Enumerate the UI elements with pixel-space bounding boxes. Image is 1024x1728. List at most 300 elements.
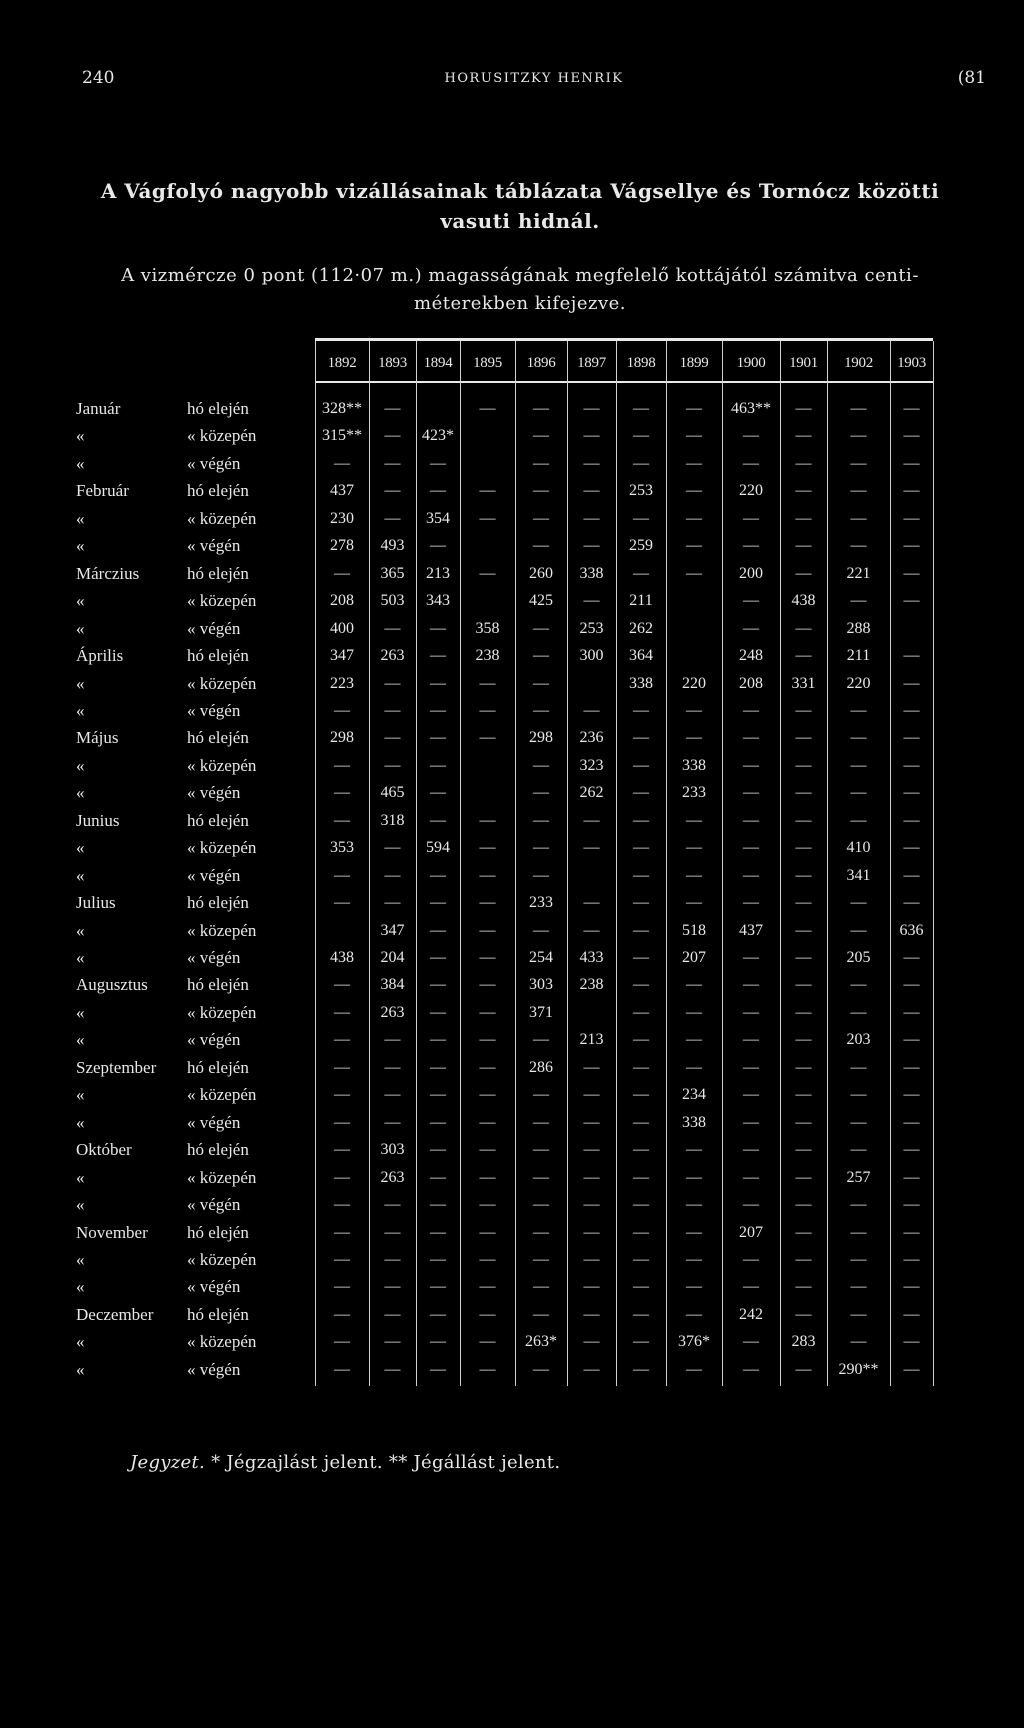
table-title: A Vágfolyó nagyobb vizállásainak táblázata Vágsellye és Tornócz közötti vasuti hidnál. (100, 179, 940, 233)
table-cell: — (334, 866, 350, 884)
row-label (72, 1109, 312, 1136)
month-name: « (76, 1332, 85, 1352)
period-label: hó elején (187, 563, 249, 583)
table-cell: — (583, 1196, 600, 1214)
table-cell: — (686, 1223, 702, 1241)
row-label (72, 1191, 312, 1218)
row-label (72, 971, 312, 998)
table-cell: 253 (629, 482, 653, 500)
table-cell: — (334, 1141, 350, 1159)
table-cell: — (583, 1223, 600, 1241)
month-name: Április (76, 646, 124, 666)
table-cell: 364 (629, 647, 653, 665)
table-cell: — (743, 811, 759, 829)
month-name: « (76, 838, 85, 858)
period-label: « közepén (187, 508, 257, 528)
table-cell: — (850, 427, 867, 445)
period-label: hó elején (187, 893, 249, 913)
table-cell (567, 862, 616, 889)
footnote-label: Jegyzet. (130, 1452, 206, 1473)
table-cell: — (430, 894, 446, 912)
table-cell: — (430, 811, 446, 829)
table-cell: 358 (475, 619, 500, 637)
table-cell: — (430, 1333, 446, 1351)
row-label (72, 422, 312, 449)
table-cell: 371 (529, 1003, 553, 1021)
table-cell: 400 (330, 619, 354, 637)
table-cell: — (430, 921, 446, 939)
table-cell: — (633, 454, 649, 472)
table-cell: — (430, 1196, 446, 1214)
table-cell: — (479, 564, 496, 582)
month-name: « (76, 1085, 85, 1105)
year-header: 1896 (526, 355, 556, 371)
year-header: 1902 (844, 355, 873, 371)
table-cell: — (633, 1058, 649, 1076)
table-cell: 354 (426, 509, 450, 527)
table-cell: 263 (380, 1003, 405, 1021)
table-cell: — (430, 1360, 446, 1378)
table-cell: — (583, 1250, 600, 1268)
month-name: « (76, 700, 85, 720)
table-cell: — (903, 1003, 920, 1021)
row-label (72, 505, 312, 532)
table-cell: — (686, 1360, 702, 1378)
table-cell: — (743, 784, 759, 802)
table-cell: — (743, 537, 759, 555)
row-label (72, 1136, 312, 1163)
table-cell: — (533, 921, 549, 939)
table-cell: 253 (579, 619, 604, 637)
period-label: « végén (187, 948, 241, 967)
table-cell: — (633, 839, 649, 857)
row-label (72, 587, 312, 614)
table-cell: — (384, 400, 401, 417)
table-cell: — (384, 756, 401, 774)
row-label (72, 944, 312, 971)
table-cell: — (583, 509, 600, 527)
table-cell: — (795, 949, 812, 966)
table-cell: — (743, 1360, 759, 1378)
period-label: « végén (187, 618, 241, 638)
month-name: « (76, 783, 85, 803)
table-cell: 288 (846, 619, 871, 637)
table-cell: — (903, 756, 920, 774)
table-cell: 238 (475, 647, 500, 665)
table-cell: — (795, 811, 812, 829)
table-cell: — (334, 811, 350, 829)
table-cell: — (850, 400, 867, 417)
table-cell: — (384, 1196, 401, 1214)
table-cell: 248 (739, 647, 763, 665)
table-cell (460, 752, 515, 779)
table-cell (416, 395, 460, 422)
year-header: 1901 (789, 355, 818, 371)
table-cell: 338 (682, 756, 706, 774)
table-cell: 213 (426, 564, 450, 582)
table-cell: — (743, 1141, 759, 1159)
table-cell: — (903, 701, 920, 719)
water-level-table (72, 338, 952, 1728)
table-cell: — (795, 1360, 812, 1378)
table-cell: — (533, 619, 549, 637)
table-cell: — (479, 1250, 496, 1268)
row-label (72, 532, 312, 559)
table-cell: — (903, 1333, 920, 1351)
table-cell: 263* (525, 1333, 557, 1351)
table-cell (666, 615, 722, 642)
month-name: « (76, 1249, 85, 1269)
table-cell: 220 (682, 674, 706, 692)
table-cell: — (903, 811, 920, 829)
table-cell: 425 (529, 592, 553, 610)
month-name: Május (76, 728, 119, 748)
table-cell: — (479, 811, 496, 829)
row-label (72, 752, 312, 779)
table-cell: — (850, 1141, 867, 1159)
row-label (72, 1081, 312, 1108)
table-cell: — (479, 1278, 496, 1296)
running-header (82, 68, 986, 92)
table-cell: 207 (682, 949, 706, 966)
table-cell: — (334, 1360, 350, 1378)
table-cell: 347 (380, 921, 405, 939)
table-cell: — (743, 509, 759, 527)
table-cell: 438 (330, 949, 354, 966)
table-cell: 300 (579, 647, 604, 665)
table-cell: — (686, 564, 702, 582)
table-cell: 298 (330, 729, 354, 747)
table-cell: — (334, 1086, 350, 1104)
table-cell: — (850, 756, 867, 774)
table-cell: — (384, 701, 401, 719)
table-cell: — (850, 454, 867, 472)
table-cell: — (479, 1141, 496, 1159)
table-cell: — (334, 976, 350, 994)
table-cell: — (743, 1003, 759, 1021)
month-name: « (76, 1195, 85, 1215)
table-cell: — (384, 482, 401, 500)
table-cell: — (533, 1168, 549, 1186)
table-cell: — (479, 894, 496, 912)
table-cell: — (903, 839, 920, 857)
table-cell: — (903, 1250, 920, 1268)
table-cell: — (903, 1058, 920, 1076)
table-cell: — (384, 1360, 401, 1378)
table-cell: — (479, 674, 496, 692)
table-cell: — (743, 894, 759, 912)
period-label: « közepén (187, 1085, 257, 1105)
period-label: hó elején (187, 1304, 249, 1324)
table-cell: — (903, 647, 920, 665)
table-cell: 242 (739, 1305, 763, 1323)
table-cell: — (795, 1113, 812, 1131)
table-cell: — (430, 1223, 446, 1241)
table-cell: 262 (629, 619, 653, 637)
period-label: hó elején (187, 1140, 249, 1160)
table-cell: — (795, 400, 812, 417)
table-cell: — (533, 811, 549, 829)
table-cell: — (903, 866, 920, 884)
table-cell: — (795, 921, 812, 939)
table-cell: — (430, 1086, 446, 1104)
period-label: « közepén (187, 591, 257, 611)
row-label (72, 1356, 312, 1383)
table-cell: — (903, 1223, 920, 1241)
table-cell: 213 (579, 1031, 604, 1049)
table-cell: — (633, 756, 649, 774)
table-cell: 283 (791, 1333, 816, 1351)
table-cell: — (686, 1141, 702, 1159)
table-cell: — (795, 1250, 812, 1268)
table-cell: — (533, 674, 549, 692)
table-cell: 263 (380, 1168, 405, 1186)
table-cell: — (384, 674, 401, 692)
table-cell: — (334, 1196, 350, 1214)
month-name: « (76, 426, 85, 446)
table-cell: — (479, 701, 496, 719)
table-cell (460, 779, 515, 806)
table-cell: — (430, 619, 446, 637)
table-cell: — (686, 894, 702, 912)
table-cell: 211 (629, 592, 653, 610)
table-cell: — (479, 400, 496, 417)
table-cell: — (479, 729, 496, 747)
table-cell: — (850, 894, 867, 912)
table-cell: 221 (846, 564, 871, 582)
period-label: hó elején (187, 399, 249, 418)
table-cell: — (583, 894, 600, 912)
table-cell: — (743, 949, 759, 966)
table-cell: — (633, 729, 649, 747)
table-cell: — (533, 839, 549, 857)
table-cell: — (430, 866, 446, 884)
table-cell: — (384, 509, 401, 527)
table-header-rule (315, 381, 933, 383)
table-cell: — (334, 454, 350, 472)
table-cell: — (533, 427, 549, 445)
table-cell: — (850, 729, 867, 747)
table-cell: — (850, 592, 867, 610)
table-cell: — (633, 1196, 649, 1214)
year-header: 1899 (679, 355, 709, 371)
row-label (72, 697, 312, 724)
table-cell: — (633, 1223, 649, 1241)
table-cell: — (533, 647, 549, 665)
table-cell: — (795, 1196, 812, 1214)
table-cell: — (795, 1223, 812, 1241)
table-cell: — (334, 701, 350, 719)
table-cell: 204 (380, 949, 405, 966)
month-name: Augusztus (76, 975, 148, 995)
table-cell: 318 (380, 811, 405, 829)
table-cell: — (479, 1058, 496, 1076)
table-cell: — (850, 1196, 867, 1214)
table-cell: — (795, 729, 812, 747)
period-label: hó elején (187, 481, 249, 501)
table-cell: — (795, 1305, 812, 1323)
month-name: « (76, 865, 85, 885)
table-cell: 234 (682, 1086, 706, 1104)
period-label: « végén (187, 453, 241, 473)
table-cell: — (686, 1058, 702, 1076)
table-cell: — (583, 482, 600, 500)
table-cell: — (583, 592, 600, 610)
table-cell: 338 (579, 564, 604, 582)
month-name: « (76, 618, 85, 638)
table-cell: — (633, 1305, 649, 1323)
table-cell: — (533, 482, 549, 500)
row-label (72, 642, 312, 669)
period-label: « végén (187, 700, 241, 720)
table-cell: 303 (529, 976, 553, 994)
table-cell: — (795, 1031, 812, 1049)
table-cell: — (795, 839, 812, 857)
table-cell: — (903, 1196, 920, 1214)
table-cell: — (743, 592, 759, 610)
table-cell: — (850, 1333, 867, 1351)
page-reference: (81 (957, 68, 986, 88)
row-label (72, 1246, 312, 1273)
row-label (72, 779, 312, 806)
table-cell: — (686, 1031, 702, 1049)
table-cell: — (795, 1141, 812, 1159)
table-cell: 233 (682, 784, 706, 802)
table-cell: 236 (579, 729, 604, 747)
table-cell: — (479, 1333, 496, 1351)
table-cell: 465 (380, 784, 405, 802)
table-cell: — (686, 1250, 702, 1268)
table-cell: 433 (579, 949, 604, 966)
year-header: 1893 (378, 355, 407, 371)
table-cell: — (903, 1141, 920, 1159)
table-cell: 257 (846, 1168, 871, 1186)
table-cell: — (633, 564, 649, 582)
table-cell: 211 (846, 647, 871, 665)
table-cell: — (633, 427, 649, 445)
table-cell: — (479, 921, 496, 939)
table-cell: — (533, 1031, 549, 1049)
month-name: Február (76, 481, 129, 501)
table-cell: 338 (682, 1113, 706, 1131)
table-cell: — (903, 729, 920, 747)
table-cell: — (743, 1168, 759, 1186)
table-cell: — (384, 839, 401, 857)
table-cell: 238 (579, 976, 604, 994)
row-label (72, 670, 312, 697)
period-label: « végén (187, 1195, 241, 1215)
month-name: « (76, 453, 85, 473)
table-cell (666, 642, 722, 669)
year-header: 1900 (736, 355, 766, 371)
table-cell: — (903, 949, 920, 966)
row-label (72, 560, 312, 587)
table-cell: — (479, 976, 496, 994)
table-cell: — (795, 756, 812, 774)
row-label (72, 917, 312, 944)
month-name: Október (76, 1140, 132, 1160)
table-cell: — (903, 1031, 920, 1049)
table-cell: — (583, 1086, 600, 1104)
table-cell: 463** (731, 400, 771, 417)
table-cell: 207 (739, 1223, 763, 1241)
table-cell: 503 (380, 592, 405, 610)
table-cell: — (686, 454, 702, 472)
table-cell: — (903, 1086, 920, 1104)
table-cell: — (384, 729, 401, 747)
table-cell (460, 450, 515, 477)
table-cell: — (430, 674, 446, 692)
table-cell: — (795, 454, 812, 472)
table-cell: — (430, 701, 446, 719)
month-name: « (76, 1277, 85, 1297)
table-cell: — (795, 1058, 812, 1076)
table-cell: — (903, 784, 920, 802)
period-label: hó elején (187, 728, 249, 748)
table-cell: — (903, 674, 920, 692)
month-name: « (76, 1167, 85, 1187)
table-cell: — (633, 1250, 649, 1268)
table-cell: — (795, 1278, 812, 1296)
table-cell: — (583, 1058, 600, 1076)
month-name: November (76, 1222, 148, 1242)
table-cell: — (795, 537, 812, 555)
row-label (72, 999, 312, 1026)
table-cell: 594 (426, 839, 450, 857)
table-cell: — (479, 1086, 496, 1104)
table-cell: — (903, 1168, 920, 1186)
table-cell: — (743, 619, 759, 637)
table-cell: 410 (846, 839, 871, 857)
table-cell: 518 (682, 921, 706, 939)
table-cell (890, 615, 933, 642)
table-cell: — (633, 976, 649, 994)
period-label: hó elején (187, 810, 249, 830)
table-cell: 259 (629, 537, 653, 555)
table-cell: — (903, 894, 920, 912)
table-cell: — (686, 509, 702, 527)
table-cell: — (850, 701, 867, 719)
table-cell (666, 587, 722, 614)
table-cell: 423* (422, 427, 454, 445)
period-label: « közepén (187, 838, 257, 858)
month-name: Szeptember (76, 1057, 157, 1077)
table-cell: 347 (330, 647, 354, 665)
table-cell: — (633, 784, 649, 802)
table-cell (460, 532, 515, 559)
table-cell: 341 (846, 866, 871, 884)
table-cell: — (430, 1278, 446, 1296)
month-name: Deczember (76, 1304, 154, 1324)
table-cell: — (850, 537, 867, 555)
table-cell (567, 670, 616, 697)
table-cell: — (633, 1333, 649, 1351)
month-name: « (76, 1030, 85, 1050)
period-label: « közepén (187, 1249, 257, 1269)
table-cell: — (384, 1031, 401, 1049)
table-cell: 220 (846, 674, 871, 692)
table-cell: — (583, 1333, 600, 1351)
row-label (72, 450, 312, 477)
table-cell: 338 (629, 674, 653, 692)
table-cell: — (743, 1058, 759, 1076)
table-cell: — (384, 454, 401, 472)
table-cell: — (430, 976, 446, 994)
table-cell: — (583, 1113, 600, 1131)
table-cell: — (850, 784, 867, 802)
table-cell: — (743, 1113, 759, 1131)
table-cell: — (743, 729, 759, 747)
